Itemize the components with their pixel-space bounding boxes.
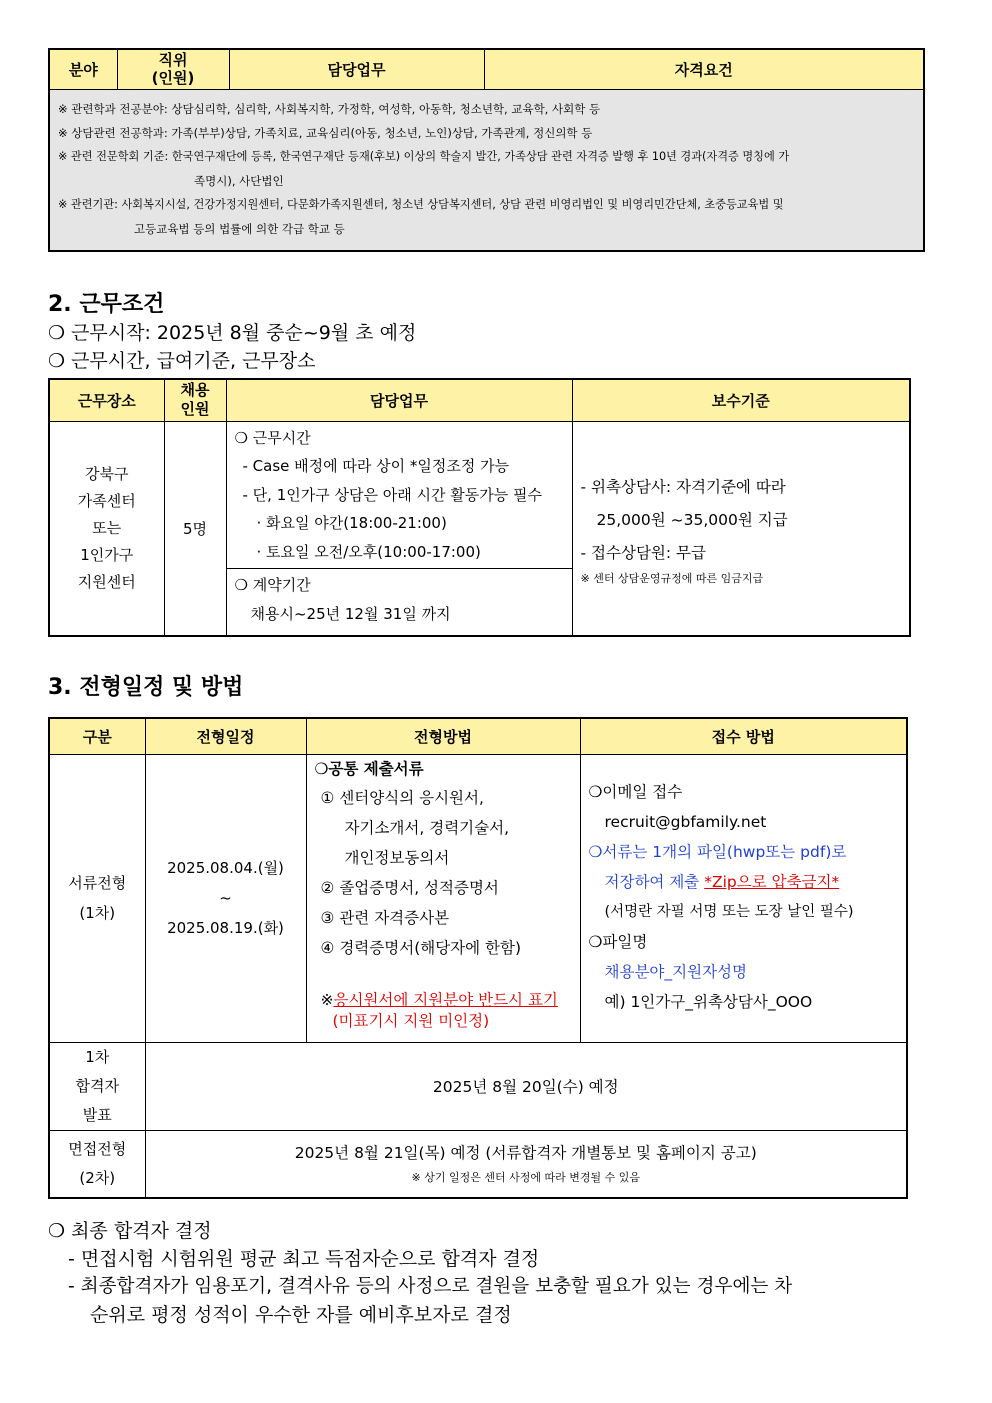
header-duty: 담당업무	[226, 379, 572, 421]
header-duty: 담당업무	[229, 49, 484, 89]
header-position-text: 직위 (인원)	[151, 51, 195, 88]
place-line: 강북구	[85, 464, 129, 483]
pay-line: - 접수상담원: 무급	[580, 543, 706, 562]
header-count-text: 채용 인원	[180, 381, 210, 419]
note-line: 고등교육법 등의 법률에 의한 각급 학교 등	[134, 221, 345, 236]
pay-cell	[572, 421, 910, 636]
section2-title: 2. 근무조건	[48, 292, 165, 317]
stage-line: 면접전형	[68, 1139, 127, 1158]
section3-title: 3. 전형일정 및 방법	[48, 675, 244, 700]
header-requirements: 자격요건	[484, 49, 924, 89]
duty-time-line: - 단, 1인가구 상담은 아래 시간 활동가능 필수	[242, 485, 542, 504]
receipt-filename-format: 채용분야_지원자성명	[604, 962, 748, 981]
stage-line: 서류전형	[68, 874, 127, 892]
selection-schedule-table	[48, 717, 908, 1199]
pay-note: ※ 센터 상담운영규정에 따른 임금지급	[580, 571, 764, 585]
header-place: 근무장소	[49, 379, 164, 421]
place-line: 또는	[92, 518, 122, 537]
receipt-filename-title: ❍파일명	[588, 932, 648, 951]
stage-interview	[49, 1130, 145, 1198]
method-note-red: 응시원서에 지원분야 반드시 표기	[333, 990, 558, 1009]
stage-line: (2차)	[79, 1168, 116, 1187]
interview-date: 2025년 8월 21일(목) 예정 (서류합격자 개별통보 및 홈페이지 공고)	[294, 1143, 757, 1162]
note-line: 족명시), 사단법인	[194, 173, 284, 188]
note-line: ※ 관련기관: 사회복지시설, 건강가정지원센터, 다문화가족지원센터, 청소년 상담복지센터, 상담 관련 비영리법인 및 비영리민간단체, 초중등교육법 및	[58, 197, 784, 211]
method-cell	[306, 754, 580, 1042]
method-note-2: (미표기시 지원 미인정)	[332, 1011, 490, 1030]
note-line: ※ 관련 전문학회 기준: 한국연구재단에 등록, 한국연구재단 등재(후보) 이상의 학술지 발간, 가족상담 관련 자격증 발행 후 10년 경과(자격증 명칭에 가	[58, 149, 790, 163]
header-receipt: 접수 방법	[580, 718, 907, 754]
result-date: 2025년 8월 20일(수) 예정	[145, 1042, 907, 1130]
receipt-email-title: ❍이메일 접수	[588, 782, 683, 801]
header-count	[164, 379, 226, 421]
final-line: - 최종합격자가 임용포기, 결격사유 등의 사정으로 결원을 보충할 필요가 있는 경우에는 차	[68, 1276, 793, 1297]
duty-time-cell	[226, 421, 572, 569]
method-item: ③ 관련 자격증사본	[320, 908, 450, 927]
header-position	[117, 49, 229, 89]
method-item: 개인정보동의서	[344, 848, 450, 867]
receipt-file-note: ❍서류는 1개의 파일(hwp또는 pdf)로	[588, 842, 847, 861]
duty-time-line: · 토요일 오전/오후(10:00-17:00)	[256, 542, 481, 561]
header-schedule: 전형일정	[145, 718, 306, 754]
stage-line: 1차	[85, 1047, 110, 1066]
pay-line: 25,000원 ~35,000원 지급	[596, 510, 788, 529]
note-line: ※ 상담관련 전공학과: 가족(부부)상담, 가족치료, 교육심리(아동, 청소년, 노인)상담, 가족관계, 정신의학 등	[58, 125, 593, 140]
method-item: ④ 경력증명서(해당자에 한함)	[320, 938, 522, 957]
receipt-zip-warning: *Zip으로 압축금지*	[704, 872, 840, 891]
place-line: 가족센터	[77, 491, 136, 510]
pay-line: - 위촉상담사: 자격기준에 따라	[580, 477, 786, 496]
receipt-sign: (서명란 자필 서명 또는 도장 날인 필수)	[604, 903, 854, 920]
receipt-save-line	[589, 867, 903, 897]
header-field: 분야	[49, 49, 117, 89]
place-line: 1인가구	[80, 545, 134, 564]
method-title: ❍공통 제출서류	[314, 759, 424, 778]
final-title: ❍ 최종 합격자 결정	[48, 1220, 212, 1242]
receipt-cell	[580, 754, 907, 1042]
date-start: 2025.08.04.(월)	[167, 859, 284, 877]
contract-cell	[226, 569, 572, 636]
work-start-bullet: ❍ 근무시작: 2025년 8월 중순~9월 초 예정	[48, 322, 417, 344]
method-item: ② 졸업증명서, 성적증명서	[320, 878, 499, 897]
stage-result	[49, 1042, 145, 1130]
contract-period: 채용시~25년 12월 31일 까지	[250, 604, 451, 623]
qualification-table	[48, 48, 925, 252]
stage-line: (1차)	[79, 904, 116, 922]
duty-time-title: ❍ 근무시간	[234, 428, 311, 447]
final-line: 순위로 평정 성적이 우수한 자를 예비후보자로 결정	[90, 1304, 512, 1326]
note-line: ※ 관련학과 전공분야: 상담심리학, 심리학, 사회복지학, 가정학, 여성학, 아동학, 청소년학, 교육학, 사회학 등	[58, 101, 601, 116]
header-pay: 보수기준	[572, 379, 910, 421]
header-stage: 구분	[49, 718, 145, 754]
work-place	[49, 421, 164, 636]
interview-note: ※ 상기 일정은 센터 사정에 따라 변경될 수 있음	[411, 1170, 640, 1184]
method-note	[315, 989, 576, 1011]
receipt-email: recruit@gbfamily.net	[604, 812, 767, 831]
stage-line: 합격자	[75, 1076, 119, 1095]
stage-line: 발표	[82, 1105, 112, 1124]
qualification-notes	[49, 89, 924, 251]
receipt-filename-example: 예) 1인가구_위촉상담사_OOO	[604, 992, 813, 1011]
interview-cell	[145, 1130, 907, 1198]
contract-title: ❍ 계약기간	[234, 576, 311, 594]
hire-count: 5명	[164, 421, 226, 636]
final-line: - 면접시험 시험위원 평균 최고 득점자순으로 합격자 결정	[68, 1248, 540, 1270]
date-end: 2025.08.19.(화)	[167, 919, 284, 937]
duty-time-line: · 화요일 야간(18:00-21:00)	[256, 514, 447, 532]
duty-time-line: - Case 배정에 따라 상이 *일정조정 가능	[242, 457, 510, 475]
work-conditions-table	[48, 378, 911, 637]
method-item: 자기소개서, 경력기술서,	[344, 818, 510, 837]
document-dates	[145, 754, 306, 1042]
place-line: 지원센터	[77, 572, 136, 591]
date-sep: ~	[219, 889, 232, 907]
header-method: 전형방법	[306, 718, 580, 754]
work-conditions-bullet: ❍ 근무시간, 급여기준, 근무장소	[48, 350, 316, 372]
method-note-prefix: ※	[320, 990, 334, 1009]
method-item: ① 센터양식의 응시원서,	[320, 788, 484, 807]
receipt-save-blue: 저장하여 제출	[604, 872, 700, 891]
stage-document	[49, 754, 145, 1042]
